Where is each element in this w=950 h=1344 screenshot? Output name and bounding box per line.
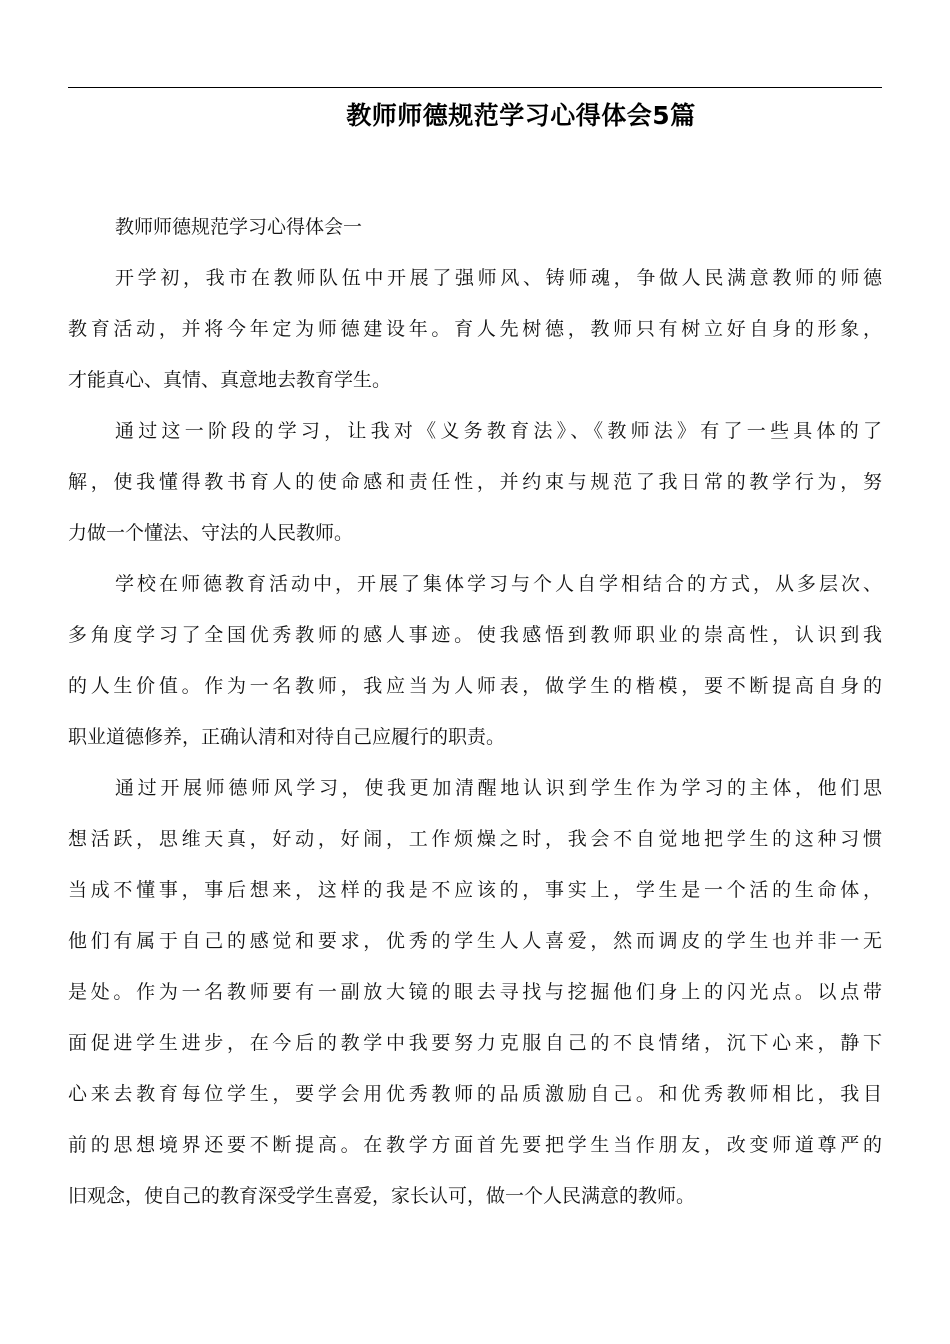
paragraph-line: 当成不懂事，事后想来，这样的我是不应该的，事实上，学生是一个活的生命体， [68, 879, 882, 901]
paragraph-line: 通过这一阶段的学习，让我对《义务教育法》、《教师法》有了一些具体的了 [115, 420, 882, 442]
paragraph-line: 才能真心、真情、真意地去教育学生。 [68, 369, 392, 391]
section-heading: 教师师德规范学习心得体会一 [115, 216, 363, 238]
paragraph-line: 他们有属于自己的感觉和要求，优秀的学生人人喜爱，然而调皮的学生也并非一无 [68, 930, 882, 952]
paragraph-line: 是处。作为一名教师要有一副放大镜的眼去寻找与挖掘他们身上的闪光点。以点带 [68, 981, 882, 1003]
paragraph-line: 通过开展师德师风学习，使我更加清醒地认识到学生作为学习的主体，他们思 [115, 777, 882, 799]
paragraph-line: 前的思想境界还要不断提高。在教学方面首先要把学生当作朋友，改变师道尊严的 [68, 1134, 882, 1156]
paragraph-line: 想活跃，思维天真，好动，好闹，工作烦燥之时，我会不自觉地把学生的这种习惯 [68, 828, 882, 850]
paragraph-1 [68, 253, 882, 406]
paragraph-line: 心来去教育每位学生，要学会用优秀教师的品质激励自己。和优秀教师相比，我目 [68, 1083, 882, 1105]
paragraph-line: 力做一个懂法、守法的人民教师。 [68, 522, 354, 544]
paragraph-line: 教育活动，并将今年定为师德建设年。育人先树德，教师只有树立好自身的形象， [68, 318, 882, 340]
paragraph-2 [68, 406, 882, 559]
paragraph-line: 学校在师德教育活动中，开展了集体学习与个人自学相结合的方式，从多层次、 [115, 573, 882, 595]
paragraph-3 [68, 559, 882, 763]
paragraph-line: 的人生价值。作为一名教师，我应当为人师表，做学生的楷模，要不断提高自身的 [68, 675, 882, 697]
paragraph-4 [68, 763, 882, 1222]
paragraph-line: 开学初，我市在教师队伍中开展了强师风、铸师魂，争做人民满意教师的师德 [115, 267, 882, 289]
paragraph-line: 面促进学生进步，在今后的教学中我要努力克服自己的不良情绪，沉下心来，静下 [68, 1032, 882, 1054]
paragraph-line: 旧观念，使自己的教育深受学生喜爱，家长认可，做一个人民满意的教师。 [68, 1185, 696, 1207]
paragraph-line: 多角度学习了全国优秀教师的感人事迹。使我感悟到教师职业的崇高性，认识到我 [68, 624, 882, 646]
header-rule [68, 87, 882, 88]
paragraph-line: 职业道德修养，正确认清和对待自己应履行的职责。 [68, 726, 506, 748]
document-title: 教师师德规范学习心得体会5篇 [346, 101, 696, 130]
paragraph-line: 解，使我懂得教书育人的使命感和责任性，并约束与规范了我日常的教学行为，努 [68, 471, 882, 493]
